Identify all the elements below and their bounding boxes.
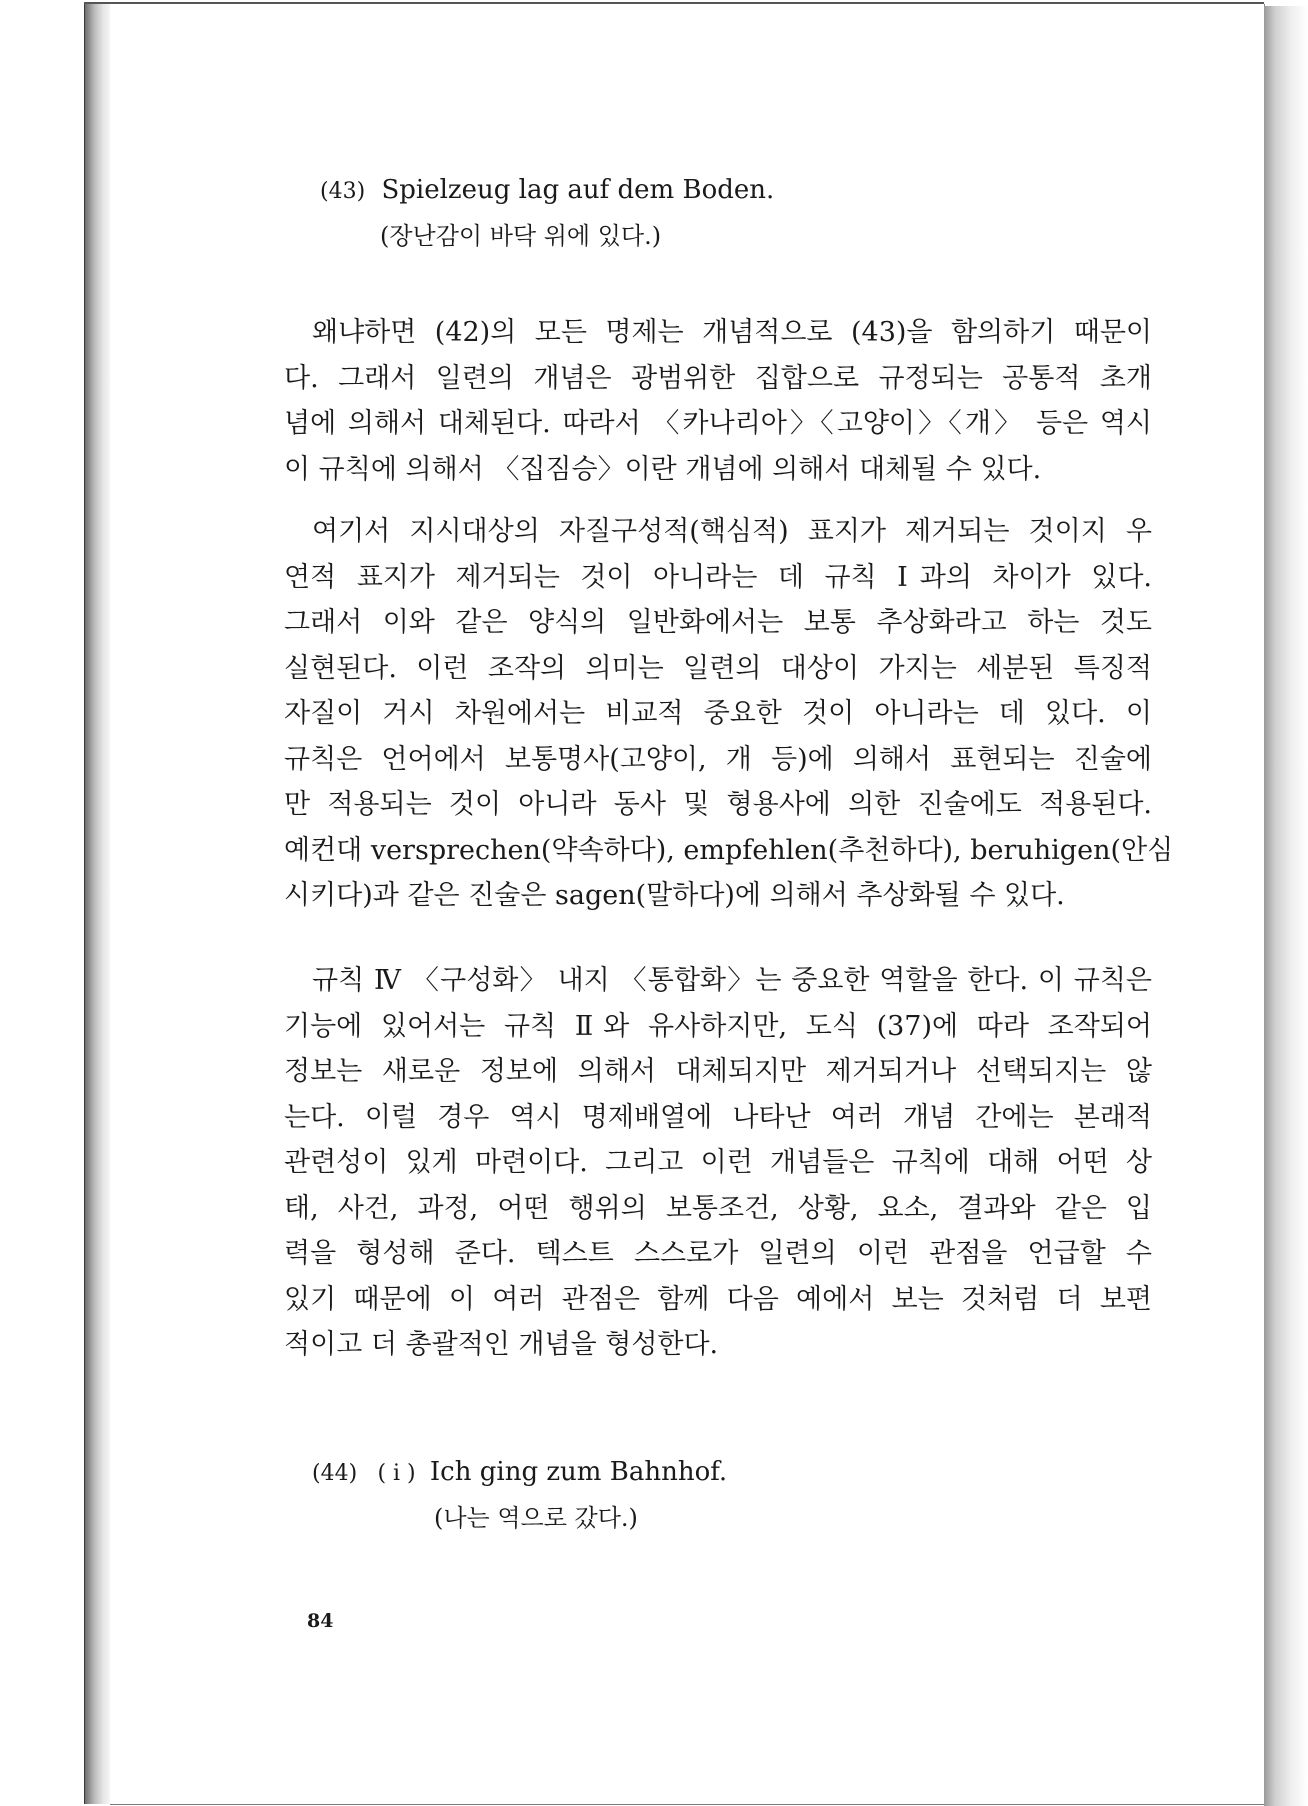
paragraph-line: 적이고 더 총괄적인 개념을 형성한다. (284, 1329, 719, 1360)
paragraph-3 (284, 958, 1152, 1368)
paragraph-line: 력을 형성해 준다. 텍스트 스스로가 일련의 이런 관점을 언급할 수 (284, 1238, 1152, 1269)
paragraph-line: 태, 사건, 과정, 어떤 행위의 보통조건, 상황, 요소, 결과와 같은 입 (284, 1192, 1152, 1224)
paragraph-line: 그래서 이와 같은 양식의 일반화에서는 보통 추상화라고 하는 것도 (284, 607, 1152, 638)
example-44-sub-number: ( i ) (377, 1461, 416, 1486)
paragraph-2 (284, 509, 1174, 919)
example-43-translation: (장난감이 바닥 위에 있다.) (380, 222, 662, 250)
page-right-shadow (1264, 6, 1308, 1806)
paragraph-line: 규칙은 언어에서 보통명사(고양이, 개 등)에 의해서 표현되는 진술에 (284, 743, 1152, 775)
paragraph-line: 왜냐하면 (42)의 모든 명제는 개념적으로 (43)을 함의하기 때문이 (312, 317, 1152, 348)
paragraph-line: 규칙 Ⅳ 〈구성화〉 내지 〈통합화〉는 중요한 역할을 한다. 이 규칙은 (312, 965, 1152, 996)
paragraph-line: 예컨대 versprechen(약속하다), empfehlen(추천하다), beruhigen(안심 (284, 834, 1174, 866)
example-43-number: (43) (320, 179, 366, 204)
paragraph-1 (284, 310, 1152, 492)
example-44 (312, 1452, 727, 1494)
page-number: 84 (307, 1610, 334, 1632)
paragraph-line: 념에 의해서 대체된다. 따라서 〈카나리아〉〈고양이〉〈개〉 등은 역시 (284, 408, 1152, 439)
example-43-german: Spielzeug lag auf dem Boden. (381, 175, 775, 205)
example-44-german: Ich ging zum Bahnhof. (429, 1457, 728, 1487)
example-44-number: (44) (312, 1461, 358, 1486)
paragraph-line: 이 규칙에 의해서 〈집짐승〉이란 개념에 의해서 대체될 수 있다. (284, 453, 1042, 485)
paragraph-line: 있기 때문에 이 여러 관점은 함께 다음 예에서 보는 것처럼 더 보편 (284, 1283, 1152, 1315)
paragraph-line: 는다. 이럴 경우 역시 명제배열에 나타난 여러 개념 간에는 본래적 (284, 1101, 1152, 1133)
paragraph-line: 연적 표지가 제거되는 것이 아니라는 데 규칙 Ⅰ과의 차이가 있다. (284, 561, 1152, 593)
paragraph-line: 시키다)과 같은 진술은 sagen(말하다)에 의해서 추상화될 수 있다. (284, 880, 1065, 911)
book-spine-edge (84, 2, 111, 1804)
paragraph-line: 여기서 지시대상의 자질구성적(핵심적) 표지가 제거되는 것이지 우 (312, 516, 1152, 547)
paragraph-line: 실현된다. 이런 조작의 의미는 일련의 대상이 가지는 세분된 특징적 (284, 652, 1152, 684)
example-43 (320, 170, 774, 212)
example-44-translation: (나는 역으로 갔다.) (434, 1504, 638, 1532)
paragraph-line: 정보는 새로운 정보에 의해서 대체되지만 제거되거나 선택되지는 않 (284, 1056, 1152, 1087)
paragraph-line: 다. 그래서 일련의 개념은 광범위한 집합으로 규정되는 공통적 초개 (284, 362, 1152, 394)
paragraph-line: 만 적용되는 것이 아니라 동사 및 형용사에 의한 진술에도 적용된다. (284, 789, 1152, 820)
paragraph-line: 관련성이 있게 마련이다. 그리고 이런 개념들은 규칙에 대해 어떤 상 (284, 1147, 1152, 1178)
paragraph-line: 기능에 있어서는 규칙 Ⅱ와 유사하지만, 도식 (37)에 따라 조작되어 (284, 1010, 1152, 1042)
paragraph-line: 자질이 거시 차원에서는 비교적 중요한 것이 아니라는 데 있다. 이 (284, 698, 1152, 729)
